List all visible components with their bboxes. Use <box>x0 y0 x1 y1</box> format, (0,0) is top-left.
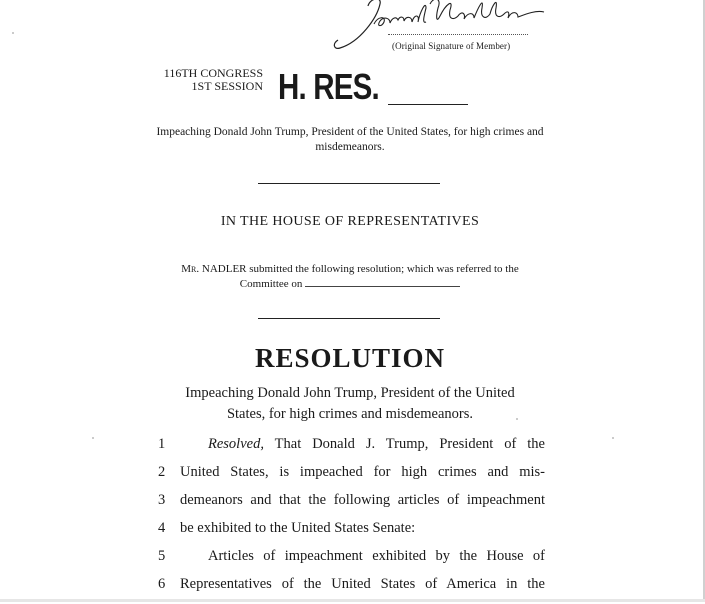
bill-type-heading: H. RES. <box>278 66 379 107</box>
submission-text: submitted the following resolution; which was referred to the <box>246 263 519 275</box>
line-text: be exhibited to the United States Senate: <box>180 520 416 536</box>
scan-speck <box>12 32 14 34</box>
official-title-line: States, for high crimes and misdemeanors. <box>226 406 474 422</box>
line-number: 6 <box>158 576 166 592</box>
line-text-rest: That Donald J. Trump, President of the <box>263 436 545 452</box>
line-text: demeanors and that the following articles of impeachment <box>180 492 545 508</box>
signature-caption: (Original Signature of Member) <box>392 41 511 51</box>
resolution-number-blank <box>388 104 468 105</box>
scan-speck <box>92 437 94 439</box>
line-text: Representatives of the United States of America in the <box>180 576 545 592</box>
body-line <box>0 520 705 548</box>
line-number: 4 <box>158 520 166 536</box>
body-line <box>0 464 705 492</box>
line-number: 5 <box>158 548 166 564</box>
committee-blank <box>305 277 460 287</box>
congress-session-block <box>150 67 263 93</box>
divider-rule <box>258 183 440 184</box>
house-heading: IN THE HOUSE OF REPRESENTATIVES <box>220 214 480 229</box>
body-line <box>0 492 705 520</box>
congress-number: 116TH CONGRESS <box>163 66 263 80</box>
divider-rule <box>258 318 440 319</box>
body-line <box>0 548 705 576</box>
line-text <box>208 436 545 453</box>
line-number: 1 <box>158 436 166 452</box>
session-number: 1ST SESSION <box>191 79 263 93</box>
short-title: Impeaching Donald John Trump, President of the United States, for high crimes and misdemeanors. <box>156 126 544 153</box>
official-title <box>150 383 550 425</box>
submission-statement <box>160 262 540 292</box>
line-text: Articles of impeachment exhibited by the House of <box>208 548 545 564</box>
member-name: Mr. NADLER <box>181 263 247 275</box>
line-number: 2 <box>158 464 166 480</box>
resolved-clause: Resolved, <box>208 436 264 452</box>
signature-line <box>388 34 528 35</box>
scan-speck <box>612 437 614 439</box>
scan-speck <box>516 418 518 420</box>
line-number: 3 <box>158 492 166 508</box>
body-line <box>0 436 705 464</box>
line-text: United States, is impeached for high crimes and mis- <box>180 464 545 480</box>
document-heading: RESOLUTION <box>254 343 446 373</box>
committee-label: Committee on <box>239 278 303 290</box>
official-title-line: Impeaching Donald John Trump, President of the United <box>185 385 515 401</box>
